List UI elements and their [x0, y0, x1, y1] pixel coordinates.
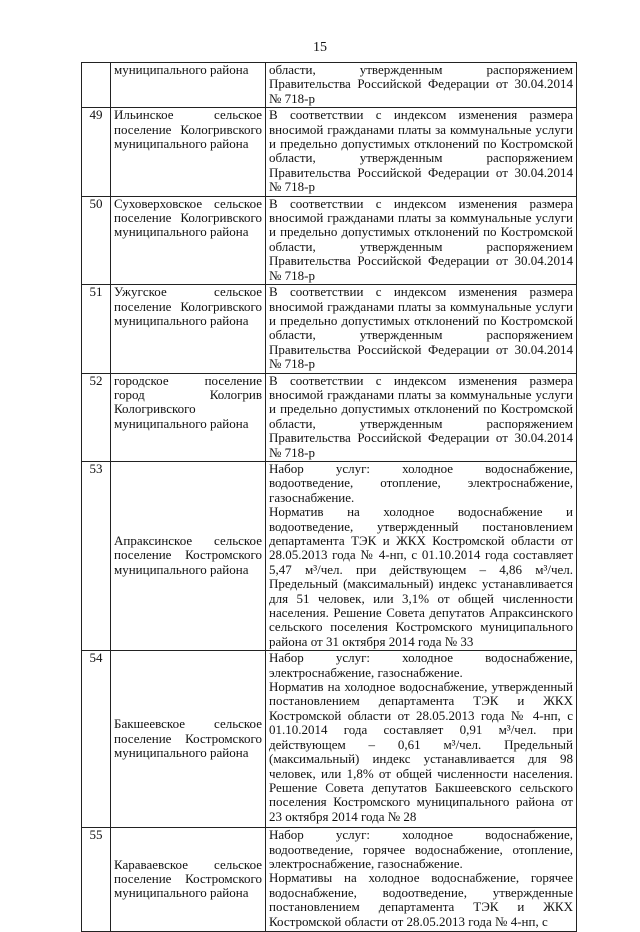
row-text [266, 285, 577, 373]
row-number [82, 63, 111, 108]
table-row [82, 828, 577, 932]
municipality-name: Апраксинское сельское поселение Костромского муниципального района [111, 461, 266, 650]
table-row [82, 196, 577, 284]
row-number: 55 [82, 828, 111, 932]
paragraph: Набор услуг: холодное водоснабжение, электроснабжение, газоснабжение. [269, 650, 573, 680]
paragraph: Норматив на холодное водоснабжение, утвержденный постановлением департамента ТЭК и ЖКХ Костромской области от 28.05.2013 года № 4-нп, с 01.10.2014 года составляет 0,91 м³/чел. при действующем – 0,61 м³/чел. Предельный (максимальный) индекс устанавливается для 98 человек, или 1,8% от общей численности населения. Решение Совета депутатов Бакшеевского сельского поселения Костромского муниципального района от 23 октября 2014 года № 28 [269, 679, 573, 824]
row-number: 52 [82, 373, 111, 461]
municipality-name: Ужугское сельское поселение Кологривского муниципального района [111, 285, 266, 373]
paragraph: В соответствии с индексом изменения размера вносимой гражданами платы за коммунальные услуги и предельно допустимых отклонений по Костромской области, утвержденным распоряжением Правительства Российской Федерации от 30.04.2014 № 718-р [269, 372, 573, 460]
municipality-name: муниципального района [111, 63, 266, 108]
page-number: 15 [313, 40, 327, 55]
table-row [82, 285, 577, 373]
municipality-name: Караваевское сельское поселение Костромского муниципального района [111, 828, 266, 932]
municipality-name: Бакшеевское сельское поселение Костромского муниципального района [111, 651, 266, 828]
paragraph: Нормативы на холодное водоснабжение, горячее водоснабжение, водоотведение, утвержденные постановлением департамента ТЭК и ЖКХ Костромской области от 28.05.2013 года № 4-нп, с [269, 870, 573, 929]
row-text [266, 108, 577, 196]
row-text [266, 373, 577, 461]
paragraph: Набор услуг: холодное водоснабжение, водоотведение, отопление, электроснабжение, газоснабжение. [269, 460, 573, 505]
table-row [82, 63, 577, 108]
paragraph: В соответствии с индексом изменения размера вносимой гражданами платы за коммунальные услуги и предельно допустимых отклонений по Костромской области, утвержденным распоряжением Правительства Российской Федерации от 30.04.2014 № 718-р [269, 107, 573, 195]
row-text [266, 651, 577, 828]
row-number: 54 [82, 651, 111, 828]
row-text [266, 461, 577, 650]
row-number: 49 [82, 108, 111, 196]
municipality-name: городское поселение город Кологрив Кологривского муниципального района [111, 373, 266, 461]
paragraph: В соответствии с индексом изменения размера вносимой гражданами платы за коммунальные услуги и предельно допустимых отклонений по Костромской области, утвержденным распоряжением Правительства Российской Федерации от 30.04.2014 № 718-р [269, 195, 573, 283]
table-row [82, 651, 577, 828]
paragraph: Набор услуг: холодное водоснабжение, водоотведение, горячее водоснабжение, отопление, электроснабжение, газоснабжение. [269, 827, 573, 872]
row-number: 50 [82, 196, 111, 284]
paragraph: В соответствии с индексом изменения размера вносимой гражданами платы за коммунальные услуги и предельно допустимых отклонений по Костромской области, утвержденным распоряжением Правительства Российской Федерации от 30.04.2014 № 718-р [269, 284, 573, 372]
table-row [82, 461, 577, 650]
paragraph: области, утвержденным распоряжением Правительства Российской Федерации от 30.04.2014 № 718-р [269, 62, 573, 106]
municipality-name: Ильинское сельское поселение Кологривского муниципального района [111, 108, 266, 196]
row-text [266, 196, 577, 284]
row-text [266, 63, 577, 108]
table-row [82, 108, 577, 196]
municipality-name: Суховерховское сельское поселение Кологривского муниципального района [111, 196, 266, 284]
row-number: 53 [82, 461, 111, 650]
row-text [266, 828, 577, 932]
row-number: 51 [82, 285, 111, 373]
table-row [82, 373, 577, 461]
paragraph: Норматив на холодное водоснабжение и водоотведение, утвержденный постановлением департамента ТЭК и ЖКХ Костромской области от 28.05.2013 года № 4-нп, с 01.10.2014 года составляет 5,47 м³/чел. при действующем – 4,86 м³/чел. Предельный (максимальный) индекс устанавливается для 51 человек, или 3,1% от общей численности населения. Решение Совета депутатов Апраксинского сельского поселения Костромского муниципального района от 31 октября 2014 года № 33 [269, 504, 573, 649]
document-table [81, 62, 577, 932]
